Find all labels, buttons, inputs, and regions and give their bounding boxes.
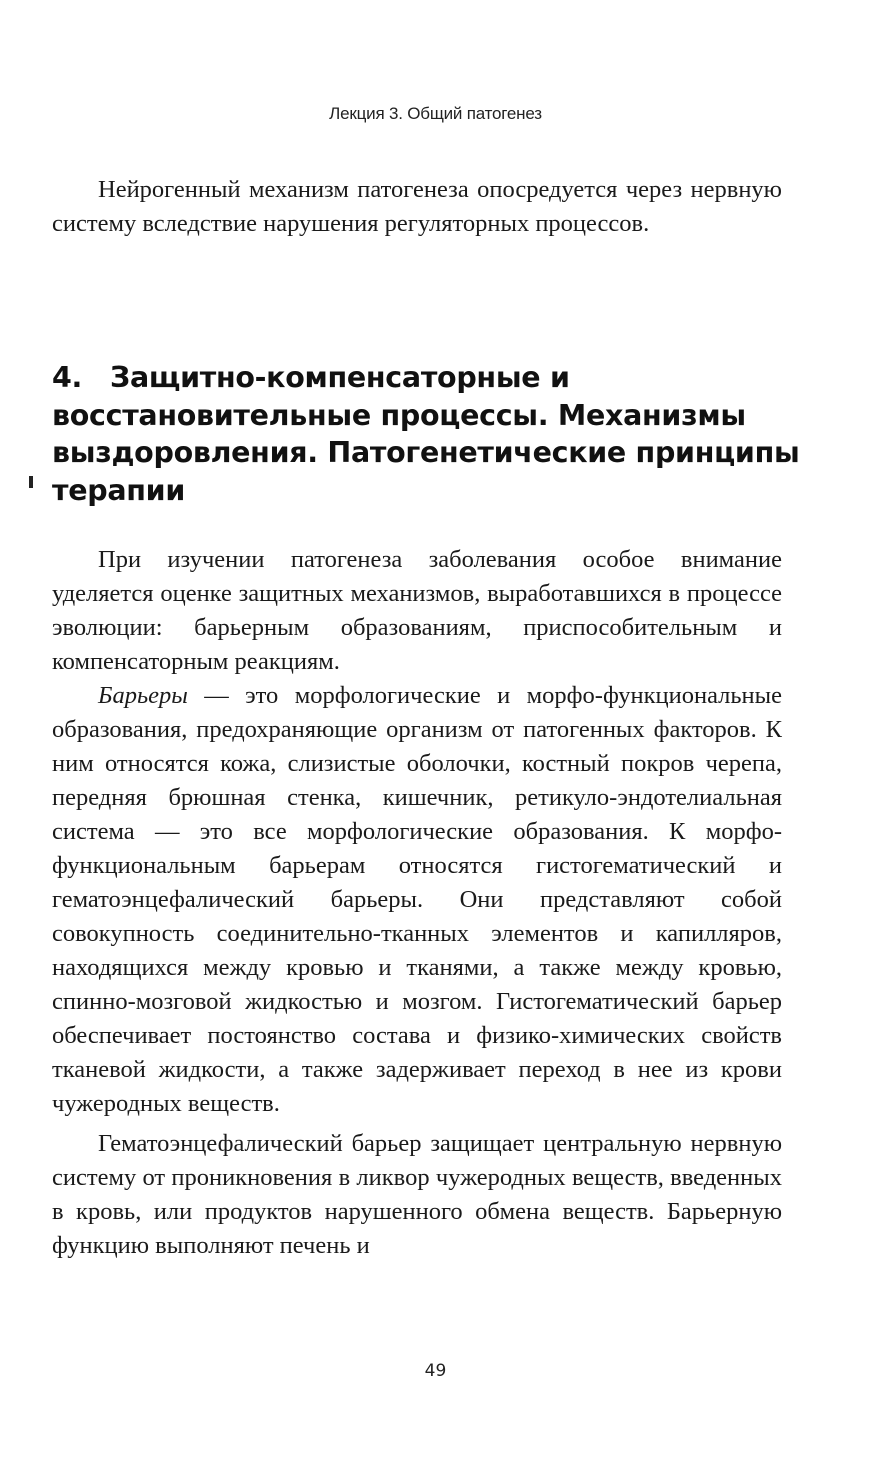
barriers-definition: — это морфологические и морфо-функциональные образования, предохраняющие организм от патогенных факторов. К ним относятся кожа, слизистые оболочки, костный покров черепа, передняя брюшная стенка, кишечник, ретикуло-эндотелиальная система — это все морфологические образования. К морфо-функциональным барьерам относятся гистогематический и гематоэнцефалический барьеры. Они представляют собой совокупность соединительно-тканных элементов и капилляров, находящихся между кровью и тканями, а также между кровью, спинно-мозговой жидкостью и мозгом. Гистогематический барьер обеспечивает постоянство состава и физико-химических свойств тканевой жидкости, а также задерживает переход в нее из крови чужеродных веществ. bbox=[52, 682, 782, 1117]
section-title: Защитно-компенсаторные и восстановительные процессы. Механизмы выздоровления. Патогенетические принципы терапии bbox=[52, 361, 800, 507]
intro-paragraph: Нейрогенный механизм патогенеза опосредуется через нервную систему вследствие нарушения регуляторных процессов. bbox=[52, 176, 782, 237]
running-head: Лекция 3. Общий патогенез bbox=[329, 104, 542, 123]
section-heading bbox=[52, 359, 812, 509]
paragraph-barriers bbox=[52, 679, 782, 1121]
term-barriers: Барьеры bbox=[98, 682, 188, 709]
paragraph-protective-mechanisms: При изучении патогенеза заболевания особое внимание уделяется оценке защитных механизмов, выработавшихся в процессе эволюции: барьерным образованиям, приспособительным и компенсаторным реакциям. bbox=[52, 546, 782, 675]
main-text-block bbox=[52, 543, 782, 1263]
section-number: 4. bbox=[52, 361, 83, 394]
page-number: 49 bbox=[424, 1361, 447, 1381]
margin-mark bbox=[29, 476, 33, 488]
paragraph-blood-brain-barrier: Гематоэнцефалический барьер защищает центральную нервную систему от проникновения в ликвор чужеродных веществ, введенных в кровь, или продуктов нарушенного обмена веществ. Барьерную функцию выполняют печень и bbox=[52, 1130, 782, 1259]
intro-text-block bbox=[52, 173, 782, 241]
